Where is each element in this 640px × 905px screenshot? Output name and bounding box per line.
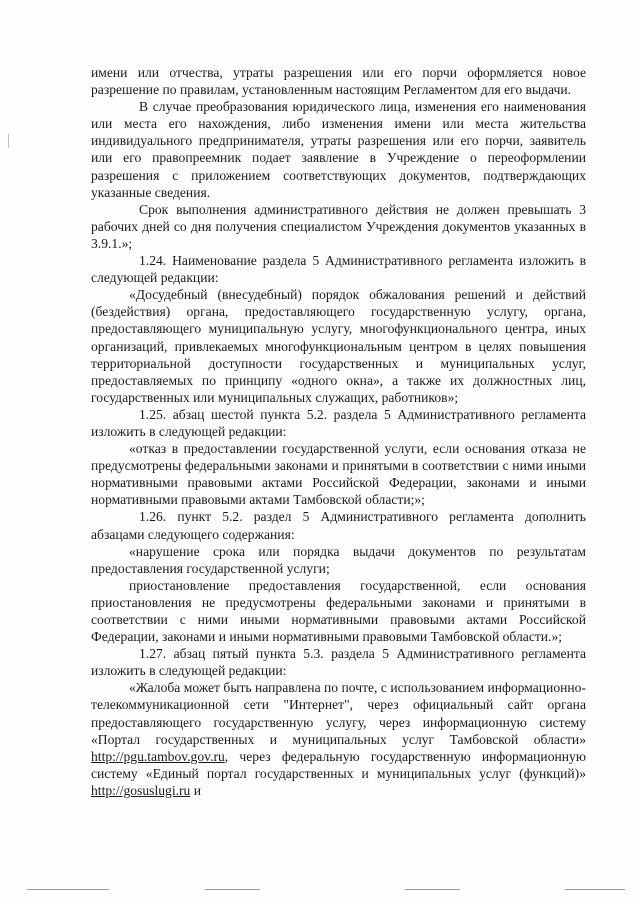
paragraph-1: имени или отчества, утраты разрешения или его порчи оформляется новое разрешение по правилам, установленным настоящим Регламентом для его выдачи. (91, 65, 586, 98)
paragraph-10: приостановление предоставления государственной, если основания приостановления не предусмотрены федеральными законами и принятыми в соответствии с ними иными нормативными правовыми актами Российской Федерации, законами и иными нормативными правовыми Тамбовской области.»; (91, 577, 586, 645)
paragraph-4: 1.24. Наименование раздела 5 Административного регламента изложить в следующей редакции: (91, 253, 586, 286)
paragraph-8: 1.26. пункт 5.2. раздел 5 Административного регламента дополнить абзацами следующего содержания: (91, 509, 586, 542)
paragraph-9: «нарушение срока или порядка выдачи документов по результатам предоставления государственной услуги; (91, 543, 586, 576)
footer-rule (565, 889, 625, 890)
paragraph-3: Срок выполнения административного действия не должен превышать 3 рабочих дней со дня получения специалистом Учреждения документов указанных в 3.9.1.»; (91, 201, 586, 251)
paragraph-11: 1.27. абзац пятый пункта 5.3. раздела 5 Административного регламента изложить в следующей редакции: (91, 646, 586, 679)
paragraph-6: 1.25. абзац шестой пункта 5.2. раздела 5 Административного регламента изложить в следующей редакции: (91, 406, 586, 439)
paragraph-7: «отказ в предоставлении государственной услуги, если основания отказа не предусмотрены федеральными законами и принятыми в соответствии с ними иными нормативными правовыми актами Российской Федерации, законами и иными нормативными правовыми актами Тамбовской области;»; (91, 441, 586, 508)
footer-rule (405, 889, 460, 890)
paragraph-12 (91, 679, 586, 799)
gosuslugi-link[interactable]: http://gosuslugi.ru (91, 782, 191, 798)
footer-rule (205, 889, 260, 890)
scan-artifact (8, 134, 9, 148)
paragraph-2: В случае преобразования юридического лица, изменения его наименования или места его нахождения, либо изменения имени или места жительства индивидуального предпринимателя, утраты разрешения или его порчи, заявитель или его правопреемник подает заявление в Учреждение о переоформлении разрешения с приложением соответствующих документов, подтверждающих указанные сведения. (91, 99, 586, 200)
paragraph-12-text-a: «Жалоба может быть направлена по почте, с использованием информационно-телекоммуникационной сети "Интернет", через официальный сайт органа предоставляющего государственную услугу, через информационную систему «Портал государственных и муниципальных услуг Тамбовской области» (91, 680, 586, 747)
paragraph-12-text-b: , через федеральную государственную информационную систему «Единый портал государственных и муниципальных услуг (функций)» (91, 748, 586, 781)
paragraph-12-text-c: и (190, 782, 202, 798)
pgu-tambov-link[interactable]: http://pgu.tambov.gov.ru (91, 748, 225, 764)
document-body (91, 64, 586, 799)
paragraph-5: «Досудебный (внесудебный) порядок обжалования решений и действий (бездействия) органа, предоставляющего государственную услугу, органа, предоставляющего муниципальную услугу, многофункционального центра, иных организаций, привлекаемых многофункциональным центром в целях повышения территориальной доступности государственных и муниципальных услуг, предоставляемых по принципу «одного окна», а также их должностных лиц, государственных или муниципальных служащих, работников»; (91, 287, 586, 405)
footer-rule (27, 889, 109, 890)
